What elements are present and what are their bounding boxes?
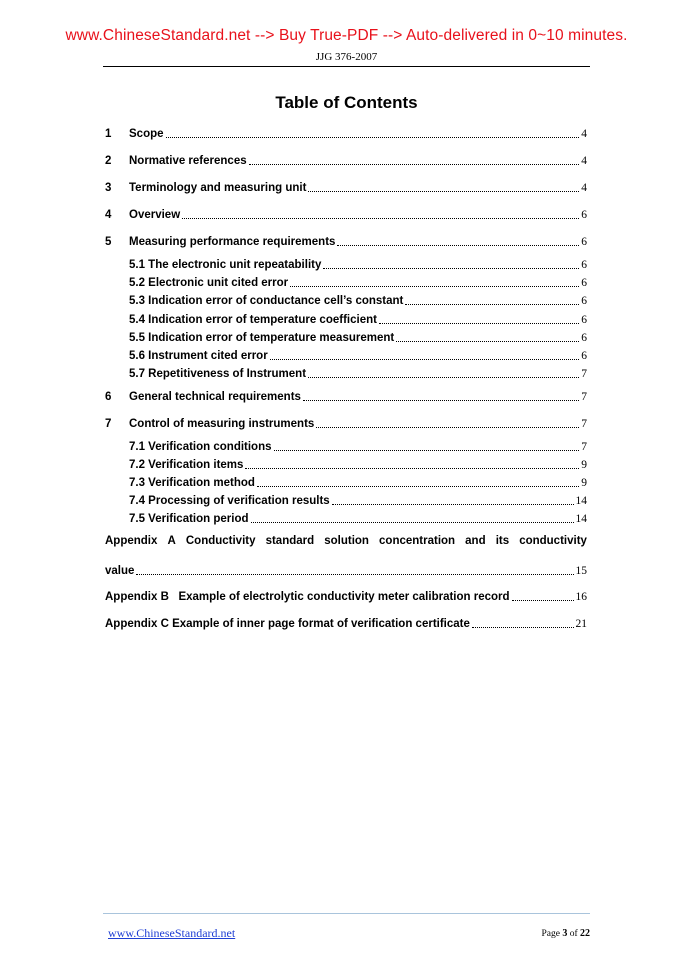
toc-entry-label: Terminology and measuring unit [129,182,307,194]
toc-entry-normative-references[interactable] [105,154,587,168]
toc-entry-number: 7 [105,418,112,430]
page-total: 22 [580,928,590,939]
toc-entry-number: 2 [105,155,112,167]
dot-leader [270,359,580,360]
toc-subentry-5-1[interactable] [129,258,587,272]
toc-subentry-5-5[interactable] [129,331,587,345]
dot-leader [337,245,579,246]
dot-leader [274,450,580,451]
toc-entry-number: 4 [105,209,112,221]
page-title: Table of Contents [275,93,418,112]
toc-appendix-a-line1[interactable] [105,535,587,547]
toc-entry-label: 7.5 Verification period [129,513,249,525]
toc-entry-page: 6 [581,209,587,221]
page-word: Page [541,929,560,939]
toc-entry-overview[interactable] [105,208,587,222]
toc-entry-label: 7.4 Processing of verification results [129,495,330,507]
toc-entry-page: 6 [581,236,587,248]
toc-appendix-c[interactable] [105,617,587,631]
appendix-a-word: solution [324,535,369,547]
toc-entry-number: 6 [105,391,112,403]
toc-entry-label: 5.2 Electronic unit cited error [129,277,289,289]
toc-subentry-5-7[interactable] [129,367,587,381]
dot-leader [251,522,574,523]
appendix-a-word: concentration [379,535,456,547]
dot-leader [303,400,579,401]
dot-leader [316,427,579,428]
toc-entry-label: Measuring performance requirements [129,236,336,248]
toc-entry-label: 5.7 Repetitiveness of Instrument [129,368,307,380]
toc-entry-label: value [105,565,135,577]
toc-entry-label: Scope [129,128,164,140]
appendix-a-word: its [495,535,510,547]
toc-entry-page: 4 [581,128,587,140]
toc-entry-label: 5.5 Indication error of temperature measurement [129,332,395,344]
footer-website-link[interactable]: www.ChineseStandard.net [108,926,236,940]
toc-entry-label: 5.6 Instrument cited error [129,350,268,362]
toc-entry-control-of-instruments[interactable] [105,417,587,431]
toc-entry-label: 5.3 Indication error of conductance cell’s constant [129,295,404,307]
dot-leader [136,574,573,575]
dot-leader [379,323,579,324]
promo-banner-link[interactable]: www.ChineseStandard.net --> Buy True-PDF --> Auto-delivered in 0~10 minutes. [65,27,628,44]
dot-leader [332,504,574,505]
toc-entry-page: 14 [575,495,587,507]
toc-entry-page: 9 [581,459,587,471]
dot-leader [396,341,579,342]
toc-entry-page: 6 [581,350,587,362]
toc-entry-page: 7 [581,418,587,430]
toc-entry-page: 6 [581,314,587,326]
toc-entry-scope[interactable] [105,127,587,141]
appendix-a-word: standard [265,535,315,547]
appendix-a-word: Conductivity [185,535,256,547]
toc-entry-label: Appendix C Example of inner page format of verification certificate [105,618,470,630]
toc-entry-label: General technical requirements [129,391,301,403]
toc-entry-page: 7 [581,368,587,380]
toc-entry-terminology[interactable] [105,181,587,195]
toc-subentry-7-3[interactable] [129,476,587,490]
toc-subentry-5-2[interactable] [129,276,587,290]
toc-entry-label: 5.1 The electronic unit repeatability [129,259,322,271]
dot-leader [308,377,579,378]
toc-entry-page: 6 [581,332,587,344]
page-current: 3 [562,928,568,939]
dot-leader [512,600,574,601]
toc-entry-page: 7 [581,441,587,453]
toc-entry-label: 7.1 Verification conditions [129,441,272,453]
toc-subentry-7-4[interactable] [129,494,587,508]
appendix-a-word: Appendix [105,535,158,547]
dot-leader [182,218,579,219]
toc-entry-label: Control of measuring instruments [129,418,315,430]
dot-leader [245,468,579,469]
page-number [510,928,590,939]
dot-leader [308,191,579,192]
toc-appendix-a-line2[interactable] [105,564,587,578]
toc-subentry-7-5[interactable] [129,512,587,526]
toc-entry-page: 16 [575,591,587,603]
toc-entry-number: 1 [105,128,112,140]
toc-entry-page: 14 [575,513,587,525]
toc-subentry-7-1[interactable] [129,440,587,454]
toc-entry-page: 6 [581,295,587,307]
dot-leader [257,486,579,487]
toc-entry-label: Appendix B Example of electrolytic conductivity meter calibration record [105,591,510,603]
toc-entry-page: 4 [581,182,587,194]
toc-entry-label: Normative references [129,155,247,167]
toc-entry-measuring-performance[interactable] [105,235,587,249]
dot-leader [166,137,580,138]
toc-subentry-5-3[interactable] [129,294,587,308]
toc-entry-page: 15 [575,565,587,577]
toc-subentry-5-4[interactable] [129,313,587,327]
toc-appendix-b[interactable] [105,590,587,604]
toc-entry-page: 6 [581,277,587,289]
dot-leader [290,286,579,287]
page-of: of [569,929,578,939]
appendix-a-word: and [465,535,486,547]
toc-entry-label: 7.3 Verification method [129,477,255,489]
toc-entry-page: 21 [575,618,587,630]
toc-entry-number: 5 [105,236,112,248]
appendix-a-word: A [167,535,176,547]
appendix-a-word: conductivity [519,535,587,547]
toc-entry-page: 6 [581,259,587,271]
dot-leader [472,627,574,628]
toc-entry-label: 5.4 Indication error of temperature coefficient [129,314,377,326]
toc-entry-label: Overview [129,209,181,221]
toc-entry-page: 4 [581,155,587,167]
toc-entry-page: 9 [581,477,587,489]
toc-entry-number: 3 [105,182,112,194]
toc-subentry-5-6[interactable] [129,349,587,363]
toc-entry-general-technical[interactable] [105,390,587,404]
standard-code-header: JJG 376-2007 [315,51,378,63]
toc-subentry-7-2[interactable] [129,458,587,472]
header-divider [103,66,590,67]
dot-leader [249,164,580,165]
toc-entry-label: 7.2 Verification items [129,459,244,471]
toc-entry-page: 7 [581,391,587,403]
dot-leader [405,304,579,305]
dot-leader [323,268,579,269]
footer-divider [103,913,590,914]
